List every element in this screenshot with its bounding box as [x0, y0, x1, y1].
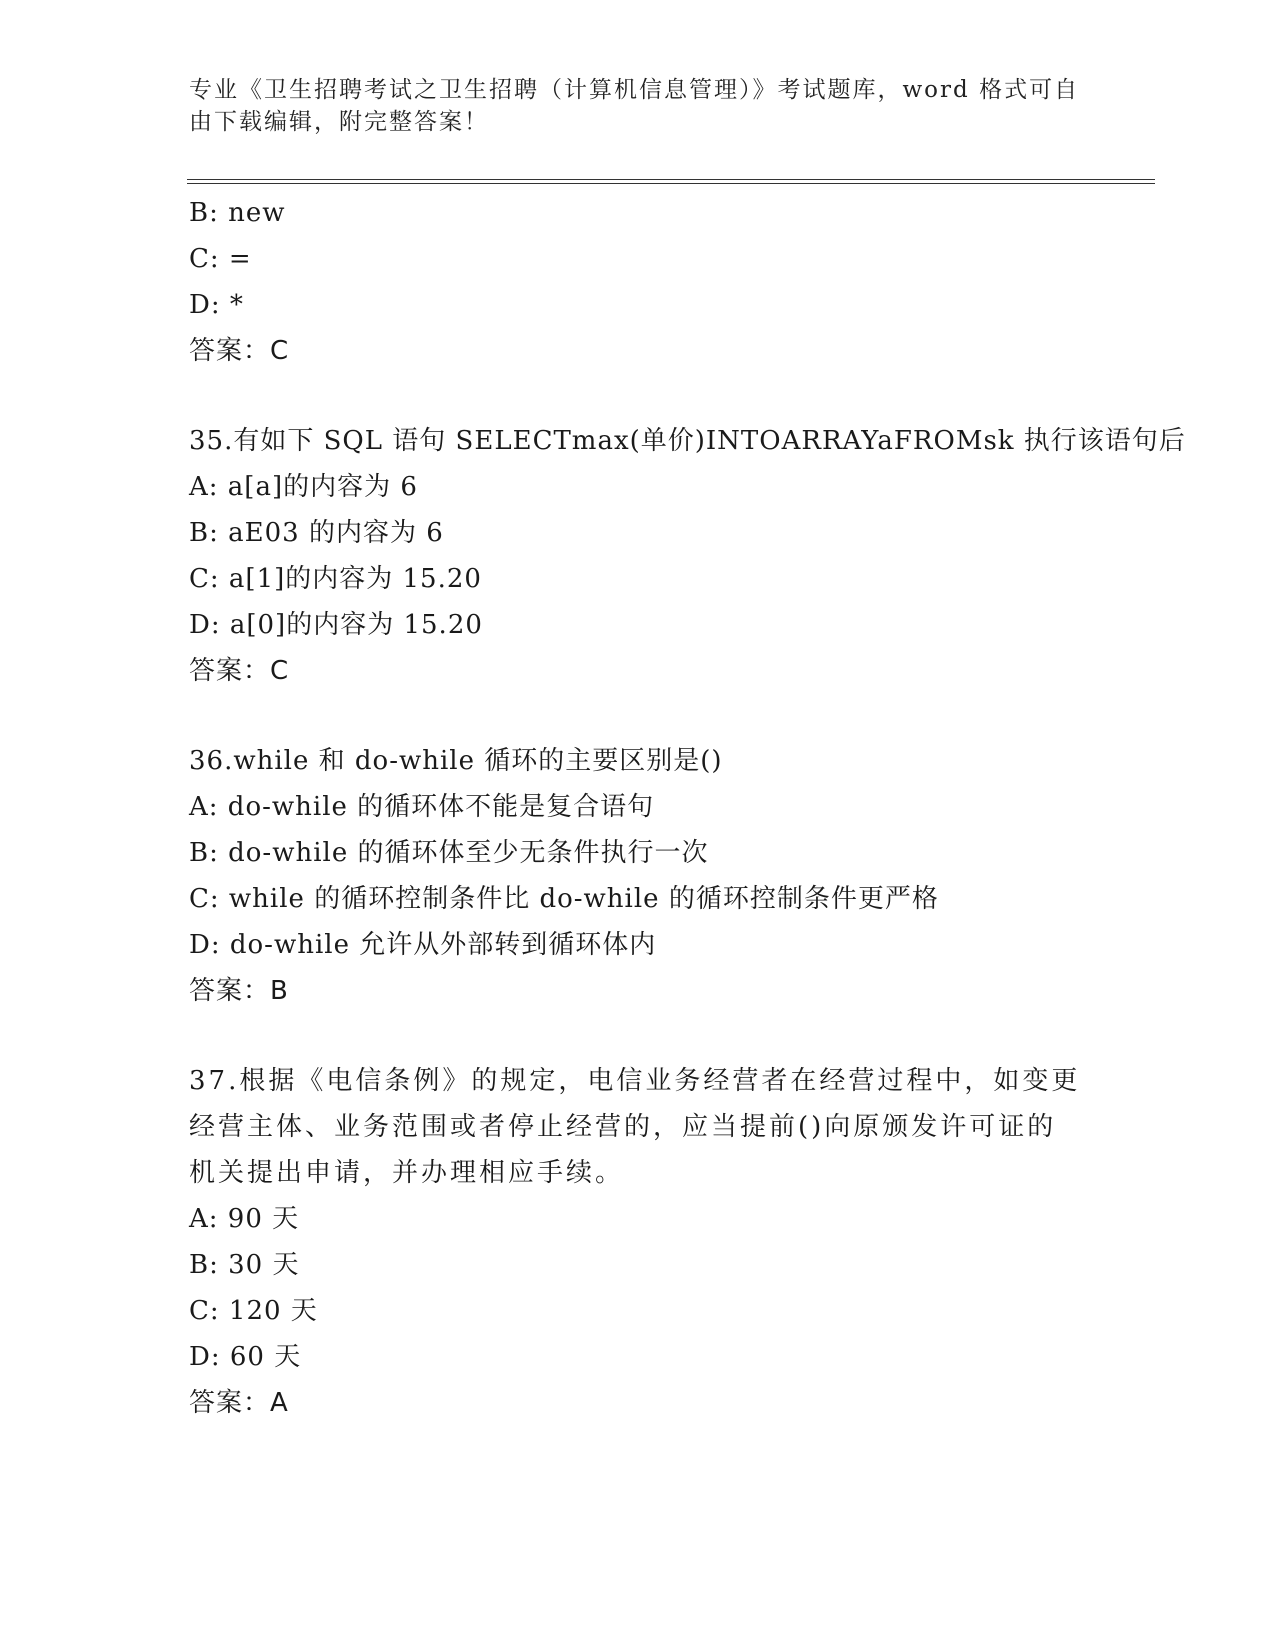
question-content: [189, 190, 1186, 1426]
answer-line: 答案：C: [189, 656, 290, 686]
option-a: A: a[a]的内容为 6: [189, 472, 418, 502]
header-divider-top: [187, 179, 1155, 180]
question-36: [189, 738, 1109, 1014]
option-a: A: 90 天: [189, 1204, 300, 1234]
answer-line: 答案：B: [189, 976, 289, 1006]
question-stem-line-1: 37.根据《电信条例》的规定，电信业务经营者在经营过程中，如变更: [189, 1066, 1081, 1096]
option-a: A: do-while 的循环体不能是复合语句: [189, 792, 655, 822]
option-b: B: aE03 的内容为 6: [189, 518, 444, 548]
option-d: D: a[0]的内容为 15.20: [189, 610, 483, 640]
option-d: D: 60 天: [189, 1342, 302, 1372]
option-c: C: 120 天: [189, 1296, 318, 1326]
option-d: D: *: [189, 290, 244, 320]
question-stem-line-3: 机关提出申请，并办理相应手续。: [189, 1158, 625, 1188]
option-c: C: while 的循环控制条件比 do-while 的循环控制条件更严格: [189, 884, 939, 914]
question-34-tail: [189, 190, 1109, 374]
answer-line: 答案：A: [189, 1388, 289, 1418]
question-37: [189, 1058, 1109, 1426]
option-b: B: do-while 的循环体至少无条件执行一次: [189, 838, 709, 868]
document-header: [189, 74, 1089, 138]
option-c: C: a[1]的内容为 15.20: [189, 564, 482, 594]
header-line-1: 专业《卫生招聘考试之卫生招聘（计算机信息管理）》考试题库，word 格式可自: [189, 77, 1080, 103]
question-stem-line-2: 经营主体、业务范围或者停止经营的，应当提前()向原颁发许可证的: [189, 1112, 1057, 1142]
option-d: D: do-while 允许从外部转到循环体内: [189, 930, 657, 960]
header-line-2: 由下载编辑，附完整答案！: [189, 109, 489, 135]
question-stem: 35.有如下 SQL 语句 SELECTmax(单价)INTOARRAYaFROMsk 执行该语句后: [189, 426, 1186, 456]
answer-line: 答案：C: [189, 336, 290, 366]
question-stem: 36.while 和 do-while 循环的主要区别是(): [189, 746, 723, 776]
header-divider-bottom: [187, 183, 1155, 184]
question-35: [189, 418, 1186, 694]
option-c: C: =: [189, 244, 252, 274]
option-b: B: new: [189, 198, 286, 228]
option-b: B: 30 天: [189, 1250, 300, 1280]
